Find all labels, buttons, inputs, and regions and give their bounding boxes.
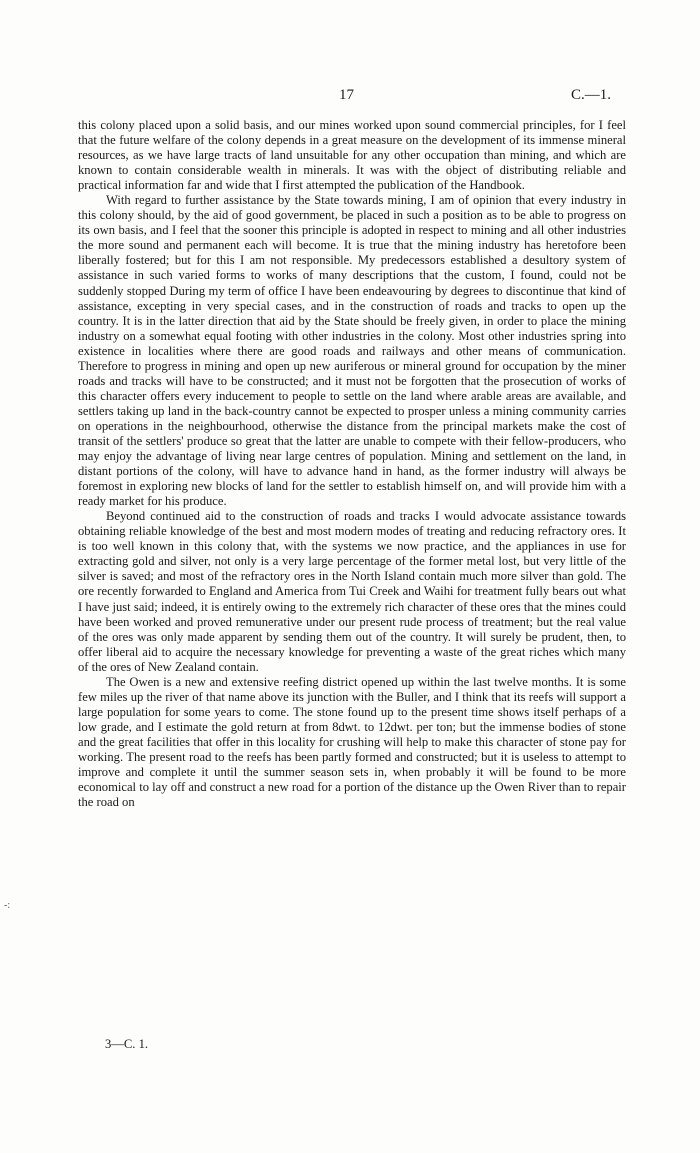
paragraph-owen-district: The Owen is a new and extensive reefing district opened up within the last twelve months. It is some few miles up the river of that name above its junction with the Buller, and I think that its reefs will support a large population for some years to come. The stone found up to the present time shows itself perhaps of a low grade, and I estimate the gold return at from 8dwt. to 12dwt. per ton; but the immense bodies of stone and the great facilities that offer in this locality for crushing will help to make this character of stone pay for working. The present road to the reefs has been partly formed and constructed; but it is useless to attempt to improve and complete it until the summer season sets in, when probably it will be found to be more economical to lay off and construct a new road for a portion of the distance up the Owen River than to repair the road on [78, 674, 626, 810]
page-header [0, 87, 700, 109]
document-body [78, 118, 626, 810]
paragraph-continuation: this colony placed upon a solid basis, and our mines worked upon sound commercial principles, for I feel that the future welfare of the colony depends in a great measure on the development of its immense mineral resources, as we have large tracts of land unsuitable for any other occupation than mining, and which are known to contain considerable wealth in minerals. It was with the object of distributing reliable and practical information far and wide that I first attempted the publication of the Handbook. [78, 118, 626, 193]
page-number: 17 [339, 87, 354, 103]
margin-mark: -: [4, 900, 11, 911]
document-reference: C.—1. [571, 87, 612, 103]
paragraph-state-assistance: With regard to further assistance by the State towards mining, I am of opinion that every industry in this colony should, by the aid of good government, be placed in such a position as to be able to progress on its own basis, and I feel that the sooner this principle is adopted in respect to mining and all other industries the more sound and permanent each will become. It is true that the mining industry has heretofore been liberally fostered; but for this I am not responsible. My predecessors established a desultory system of assistance in such varied forms to works of many descriptions that the custom, I found, could not be suddenly stopped During my term of office I have been endeavouring by degrees to discontinue that kind of assistance, excepting in very special cases, and in the construction of roads and tracks to open up the country. It is in the latter direction that aid by the State should be freely given, in order to place the mining industry on a somewhat equal footing with other industries in the colony. Most other industries spring into existence in localities where there are good roads and railways and other means of communication. Therefore to progress in mining and open up new auriferous or mineral ground for occupation by the miner roads and tracks will have to be constructed; and it must not be forgotten that the prosecution of works of this character offers every inducement to people to settle on the land where arable areas are available, and settlers taking up land in the back-country cannot be expected to prosper unless a mining community carries on operations in the neighbourhood, otherwise the distance from the principal markets make the cost of transit of the settlers' produce so great that the latter are unable to compete with their fellow-producers, who may enjoy the advantage of living near large centres of population. Mining and settlement on the land, in distant portions of the colony, will have to advance hand in hand, as the former industry will always be foremost in exploring new blocks of land for the settler to establish himself on, and will provide him with a ready market for his produce. [78, 193, 626, 509]
paragraph-refractory-ores: Beyond continued aid to the construction of roads and tracks I would advocate assistance towards obtaining reliable knowledge of the best and most modern modes of treating and reducing refractory ores. It is too well known in this colony that, with the systems we now practice, and the appliances in use for extracting gold and silver, not only is a very large percentage of the former metal lost, but very little of the silver is saved; and most of the refractory ores in the North Island contain much more silver than gold. The ore recently forwarded to England and America from Tui Creek and Waihi for treatment fully bears out what I have just said; indeed, it is entirely owing to the extremely rich character of these ores that the mines could have been worked and proved remunerative under our present rude process of treatment; but the real value of the ores was only made apparent by sending them out of the country. It will surely be prudent, then, to offer liberal aid to acquire the necessary knowledge for preventing a waste of the great riches which many of the ores of New Zealand contain. [78, 509, 626, 674]
signature-reference: 3—C. 1. [105, 1037, 149, 1051]
